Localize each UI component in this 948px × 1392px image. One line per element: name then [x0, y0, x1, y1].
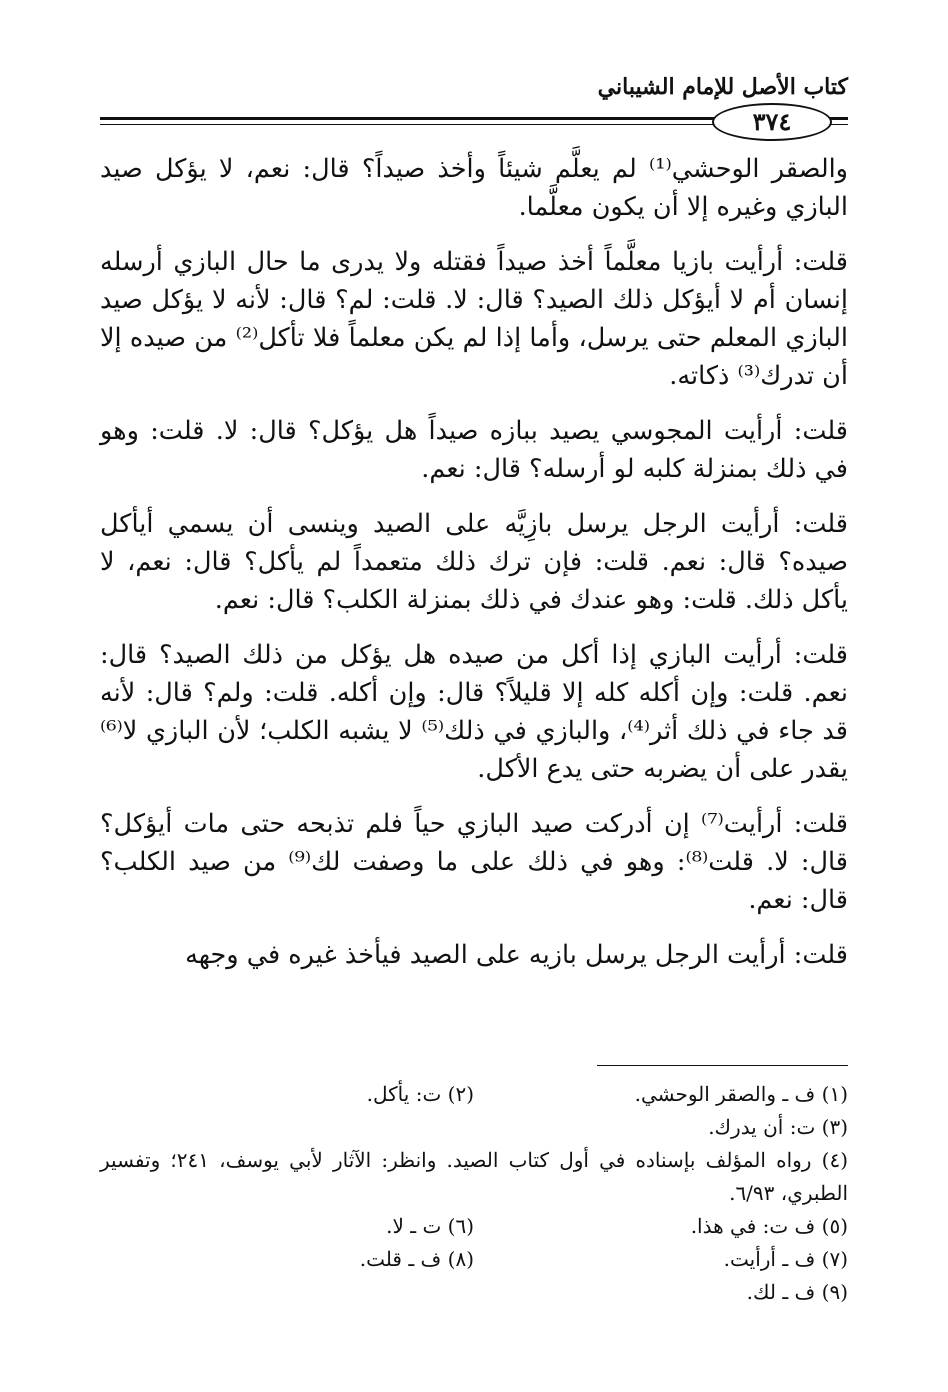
running-title: كتاب الأصل للإمام الشيباني [597, 74, 848, 100]
footnote-4: (٤) رواه المؤلف بإسناده في أول كتاب الصيد. وانظر: الآثار لأبي يوسف، ٢٤١؛ وتفسير الطبري، ٦/٩٣. [100, 1148, 848, 1205]
footnote-row [100, 1111, 848, 1144]
footnote-row [100, 1276, 848, 1309]
footnote-5: (٥) ف ت: في هذا. [690, 1214, 848, 1238]
footnote-row [100, 1144, 848, 1210]
footnote-1: (١) ف ـ والصقر الوحشي. [634, 1082, 848, 1106]
footnote-row [100, 1243, 848, 1276]
footnote-9: (٩) ف ـ لك. [746, 1280, 848, 1304]
footnotes [100, 1078, 848, 1309]
paragraph: قلت: أرأيت الرجل يرسل بازيه على الصيد فيأخذ غيره في وجهه [185, 940, 848, 970]
footnote-row [100, 1210, 848, 1243]
paragraph: قلت: أرأيت⁽⁷⁾ إن أدركت صيد البازي حياً فلم تذبحه حتى مات أيؤكل؟ قال: لا. قلت⁽⁸⁾: وهو في ذلك على ما وصفت لك⁽⁹⁾ من صيد الكلب؟ قال: نعم. [100, 809, 848, 915]
footnote-8: (٨) ف ـ قلت. [359, 1247, 474, 1271]
paragraph: قلت: أرأيت بازيا معلَّماً أخذ صيداً فقتله ولا يدرى ما حال البازي أرسله إنسان أم لا أيؤكل ذلك الصيد؟ قال: لا. قلت: لم؟ قال: لأنه لا يؤكل صيد البازي المعلم حتى يرسل، وأما إذا لم يكن معلماً فلا تأكل⁽²⁾ من صيده إلا أن تدرك⁽³⁾ ذكاته. [100, 247, 848, 391]
footnote-7: (٧) ف ـ أرأيت. [723, 1247, 848, 1271]
footnote-6: (٦) ت ـ لا. [386, 1214, 474, 1238]
main-text [100, 150, 848, 991]
paragraph: قلت: أرأيت الرجل يرسل بازِيَّه على الصيد وينسى أن يسمي أيأكل صيده؟ قال: نعم. قلت: فإن ترك ذلك متعمداً لم يأكل؟ قال: نعم، لا يأكل ذلك. قلت: وهو عندك في ذلك بمنزلة الكلب؟ قال: نعم. [100, 509, 848, 615]
paragraph: والصقر الوحشي⁽¹⁾ لم يعلَّم شيئاً وأخذ صيداً؟ قال: نعم، لا يؤكل صيد البازي وغيره إلا أن يكون معلَّما. [100, 154, 848, 222]
paragraph: قلت: أرأيت البازي إذا أكل من صيده هل يؤكل من ذلك الصيد؟ قال: نعم. قلت: وإن أكله كله إلا قليلاً؟ قال: وإن أكله. قلت: ولم؟ قال: لأنه قد جاء في ذلك أثر⁽⁴⁾، والبازي في ذلك⁽⁵⁾ لا يشبه الكلب؛ لأن البازي لا⁽⁶⁾ يقدر على أن يضربه حتى يدع الأكل. [100, 640, 848, 784]
footnote-separator [597, 1065, 848, 1066]
footnote-2: (٢) ت: يأكل. [366, 1082, 474, 1106]
page-number: ٣٧٤ [712, 103, 832, 141]
footnote-3: (٣) ت: أن يدرك. [708, 1115, 848, 1139]
footnote-row [100, 1078, 848, 1111]
paragraph: قلت: أرأيت المجوسي يصيد ببازه صيداً هل يؤكل؟ قال: لا. قلت: وهو في ذلك بمنزلة كلبه لو أرسله؟ قال: نعم. [100, 416, 848, 484]
